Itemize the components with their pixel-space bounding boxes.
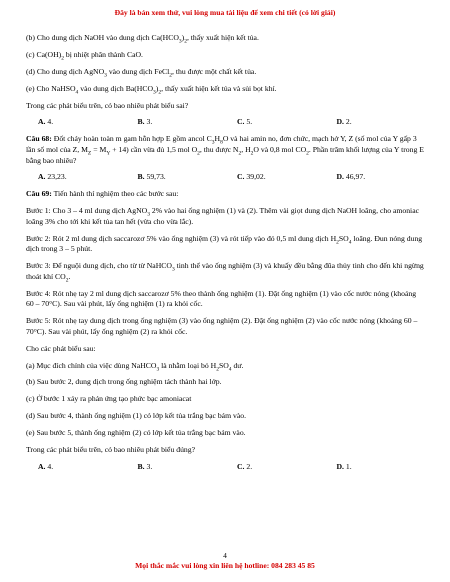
subscript: 3 xyxy=(211,139,215,146)
q67-prompt: Trong các phát biểu trên, có bao nhiêu phát biểu sai? xyxy=(26,100,189,110)
q68-body xyxy=(26,134,424,164)
list-item xyxy=(26,50,424,61)
list-item xyxy=(26,361,424,372)
text-run: SO xyxy=(338,233,349,243)
text-run: (b) Cho dung dịch NaOH vào dung dịch Ca(HCO xyxy=(26,33,179,42)
answer-option xyxy=(26,172,126,183)
answer-letter: B. xyxy=(137,117,145,127)
q68-label: Câu 68: xyxy=(26,134,52,144)
subscript: 2 xyxy=(158,89,162,96)
subscript: 2 xyxy=(197,150,200,157)
q69-label: Câu 69: xyxy=(26,189,52,199)
answer-text: 2. xyxy=(244,461,253,471)
text-run: (d) Cho dung dịch AgNO xyxy=(26,66,105,76)
subscript: 2 xyxy=(61,55,64,62)
subscript: 8 xyxy=(220,139,223,146)
text-run: , thấy xuất hiện kết tủa. xyxy=(186,33,259,42)
q69-answers xyxy=(26,462,424,473)
text-run: , thu được một chất kết tủa. xyxy=(172,66,257,76)
q69-intro: Tiến hành thí nghiệm theo các bước sau: xyxy=(51,189,179,199)
subscript: Z xyxy=(87,150,92,157)
answer-option xyxy=(26,117,126,128)
list-item xyxy=(26,428,424,439)
answer-text: 2. xyxy=(343,117,352,127)
subscript: 2 xyxy=(306,150,309,157)
text-run: Bước 5: Rót nhẹ tay dung dịch trong ống nghiệm (3) vào ống nghiệm (2). Đặt ống nghiệm (2) vào cốc nước nóng (khoảng 60 – 70°C). Sau vài phút, lấy ống nghiệm (2) ra khỏi cốc. xyxy=(26,316,418,336)
answer-option xyxy=(325,117,425,128)
question-69 xyxy=(26,189,424,472)
subscript: 4 xyxy=(228,366,232,373)
answer-option xyxy=(126,462,226,473)
answer-letter: B. xyxy=(137,172,145,182)
q69-steps xyxy=(26,206,424,337)
answer-option xyxy=(325,172,425,183)
subscript: 4 xyxy=(75,89,79,96)
answer-text: 39,02. xyxy=(244,172,266,182)
answer-letter: C. xyxy=(237,117,245,127)
text-run: (d) Sau bước 4, thành ống nghiệm (1) có lớp kết tủa trắng bạc bám vào. xyxy=(26,411,247,421)
text-run: + 14) cần vừa đủ 1,5 mol O xyxy=(110,144,198,154)
text-run: , thu được N xyxy=(199,144,239,154)
text-run: H xyxy=(214,134,221,144)
answer-letter: D. xyxy=(336,117,344,127)
text-run: Bước 1: Cho 3 – 4 ml dung dịch AgNO xyxy=(26,206,148,216)
text-run: = M xyxy=(91,144,107,154)
text-run: loãng. Đun nóng dung dịch trong 3 – 5 phút. xyxy=(26,233,423,254)
subscript: 3 xyxy=(104,72,107,79)
subscript: 2 xyxy=(250,150,254,157)
q69-text xyxy=(26,189,424,200)
answer-option xyxy=(126,117,226,128)
text-run: (e) Sau bước 5, thành ống nghiệm (2) có lớp kết tủa trắng bạc bám vào. xyxy=(26,428,246,438)
list-item xyxy=(26,411,424,422)
answer-option xyxy=(126,172,226,183)
answer-letter: A. xyxy=(38,117,46,127)
answer-letter: C. xyxy=(237,172,245,182)
answer-text: 4. xyxy=(45,461,54,471)
subscript: 2 xyxy=(336,239,339,246)
text-run: . xyxy=(68,271,71,281)
answer-option xyxy=(325,462,425,473)
text-run: vào dung dịch Ba(HCO xyxy=(78,83,154,93)
subscript: 3 xyxy=(156,366,160,373)
list-item xyxy=(26,234,424,255)
text-run: tinh thể vào ống nghiệm (3) và khuấy đều bằng đũa thủy tinh cho đến khi ngừng thoát khí CO xyxy=(26,261,424,281)
text-run: , H xyxy=(241,144,251,154)
answer-option xyxy=(225,172,325,183)
text-run: O và 0,8 mol CO xyxy=(253,144,307,154)
text-run: Bước 4: Rót nhẹ tay 2 ml dung dịch saccarozơ 5% theo thành ống nghiệm (1). Đặt ống nghiệm (1) vào cốc nước nóng (khoảng 60 – 70°C). Sau vài phút, lấy ống nghiệm (1) ra khỏi cốc. xyxy=(26,288,417,309)
page-number: 4 xyxy=(223,551,227,560)
subscript: 2 xyxy=(184,38,187,45)
text-run: ) xyxy=(181,33,185,42)
list-item xyxy=(26,33,424,44)
text-run: bị nhiệt phân thành CaO. xyxy=(63,49,143,59)
q67-answers xyxy=(26,117,424,128)
answer-letter: D. xyxy=(336,461,344,471)
answer-letter: A. xyxy=(38,172,46,182)
list-item xyxy=(26,261,424,282)
list-item xyxy=(26,289,424,310)
hotline-banner: Mọi thắc mắc vui lòng xin liên hệ hotline: 084 283 45 85 xyxy=(135,561,315,570)
answer-option xyxy=(26,462,126,473)
subscript: 2 xyxy=(169,72,173,79)
list-item xyxy=(26,206,424,227)
text-run: Bước 2: Rót 2 ml dung dịch saccarozơ 5% vào ống nghiệm (3) và rót tiếp vào đó 0,5 ml dung dịch H xyxy=(26,233,337,243)
subscript: 2 xyxy=(238,150,242,157)
text-run: 2% vào hai ống nghiệm (1) và (2). Thêm vài giọt dung dịch NaOH loãng, cho amoniac loãng 3% cho tới khi kết tủa tan hết (vừa cho vừa lắc). xyxy=(26,206,420,226)
text-run: dư. xyxy=(231,360,244,370)
subscript: 2 xyxy=(216,366,219,373)
subscript: 3 xyxy=(147,211,150,218)
subscript: 3 xyxy=(178,38,182,45)
subscript: 3 xyxy=(171,266,175,273)
list-item xyxy=(26,67,424,78)
text-run: (a) Mục đích chính của việc dùng NaHCO xyxy=(26,360,157,370)
document-body xyxy=(26,33,424,479)
q68-text xyxy=(26,134,424,166)
q68-answers xyxy=(26,172,424,183)
q69-statements-intro: Cho các phát biểu sau: xyxy=(26,343,96,353)
text-run: ) xyxy=(155,83,159,93)
q69-prompt: Trong các phát biểu trên, có bao nhiêu phát biểu đúng? xyxy=(26,444,196,454)
answer-letter: C. xyxy=(237,461,245,471)
question-67-tail xyxy=(26,33,424,128)
answer-letter: B. xyxy=(137,461,145,471)
answer-option xyxy=(225,117,325,128)
answer-letter: D. xyxy=(336,172,344,182)
list-item xyxy=(26,377,424,388)
preview-banner: Đây là bản xem thử, vui lòng mua tài liệu để xem chi tiết (có lời giải) xyxy=(114,8,336,17)
answer-option xyxy=(225,462,325,473)
answer-text: 59,73. xyxy=(144,172,166,182)
q67-statements xyxy=(26,33,424,94)
text-run: SO xyxy=(218,360,229,370)
text-run: . Phần trăm khối lượng của Y trong E bằng bao nhiêu? xyxy=(26,144,424,165)
answer-text: 1. xyxy=(343,461,352,471)
subscript: 4 xyxy=(348,239,352,246)
text-run: (e) Cho NaHSO xyxy=(26,83,76,93)
list-item xyxy=(26,394,424,405)
answer-text: 23,23. xyxy=(45,172,67,182)
answer-letter: A. xyxy=(38,461,46,471)
text-run: O và hai amin no, đơn chức, mạch hở Y, Z (số mol của Y gấp 3 lần số mol của Z, M xyxy=(26,134,417,154)
text-run: (c) Ca(OH) xyxy=(26,49,62,59)
answer-text: 3. xyxy=(144,117,153,127)
text-run: (b) Sau bước 2, dung dịch trong ống nghiệm tách thành hai lớp. xyxy=(26,377,222,387)
question-68 xyxy=(26,134,424,183)
text-run: vào dung dịch FeCl xyxy=(106,66,170,76)
subscript: Y xyxy=(106,150,111,157)
text-run: (c) Ở bước 1 xảy ra phản ứng tạo phức bạc amoniacat xyxy=(26,394,192,404)
text-run: Bước 3: Để nguội dung dịch, cho từ từ NaHCO xyxy=(26,261,172,271)
answer-text: 46,97. xyxy=(343,172,366,182)
list-item xyxy=(26,84,424,95)
q69-statements xyxy=(26,361,424,439)
answer-text: 5. xyxy=(244,117,253,127)
text-run: Đốt cháy hoàn toàn m gam hỗn hợp E gồm ancol C xyxy=(51,134,212,144)
list-item xyxy=(26,316,424,337)
subscript: 3 xyxy=(153,89,156,96)
text-run: , thấy xuất hiện kết tủa và sủi bọt khí. xyxy=(161,83,277,93)
subscript: 2 xyxy=(65,277,69,284)
answer-text: 3. xyxy=(144,461,153,471)
answer-text: 4. xyxy=(45,117,54,127)
text-run: là nhằm loại bỏ H xyxy=(159,360,217,370)
